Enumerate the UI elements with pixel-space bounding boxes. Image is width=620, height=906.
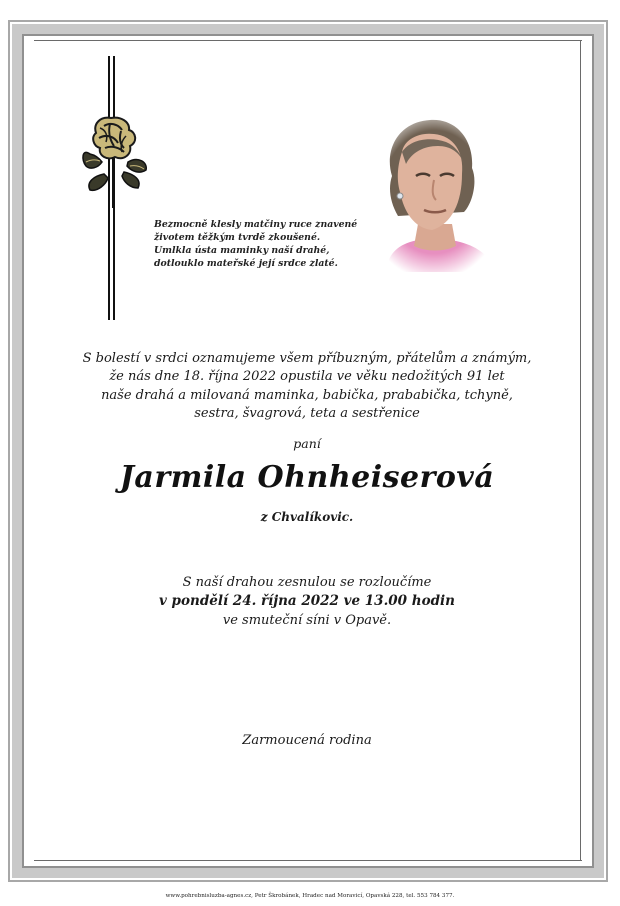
funeral-venue: ve smuteční síni v Opavě. [222,613,392,628]
announcement-line: že nás dne 18. října 2022 opustila ve věku nedožitých 91 let [109,369,505,385]
announcement-line: sestra, švagrová, teta a sestřenice [194,405,420,421]
portrait-photo [368,112,500,272]
family-signature: Zarmoucená rodina [242,733,372,748]
frame-rule-bottom [34,860,582,861]
verse-line: Umlkla ústa maminky naší drahé, [154,245,330,256]
funeral-line: S naší drahou zesnulou se rozloučíme [182,575,432,590]
verse-line: životem těžkým tvrdě zkoušené. [154,232,321,243]
funeral-date-time: v pondělí 24. října 2022 ve 13.00 hodin [159,593,455,609]
deceased-name: Jarmila Ohnheiserová [119,460,495,495]
frame-rule-right [580,40,581,860]
verse-line: dotlouklo mateřské její srdce zlaté. [154,258,338,269]
rose-icon [80,112,150,208]
funeral-details [60,573,554,630]
honorific-title: paní [293,436,321,451]
verse-line: Bezmocně klesly matčiny ruce znavené [154,219,358,230]
announcement-line: naše drahá a milovaná maminka, babička, prababička, tchyně, [101,387,513,403]
announcement-line: S bolestí v srdci oznamujeme všem příbuzným, přátelům a známým, [82,351,532,366]
deceased-origin: z Chvalíkovic. [260,510,354,524]
memorial-verse [154,218,374,270]
funeral-service-footer: www.pohrebnisluzba-agnes.cz, Petr Škrobánek, Hradec nad Moravicí, Opavská 228, tel. 553 784 377. [165,893,455,899]
announcement-text [60,350,554,423]
frame-rule-top [34,40,582,41]
